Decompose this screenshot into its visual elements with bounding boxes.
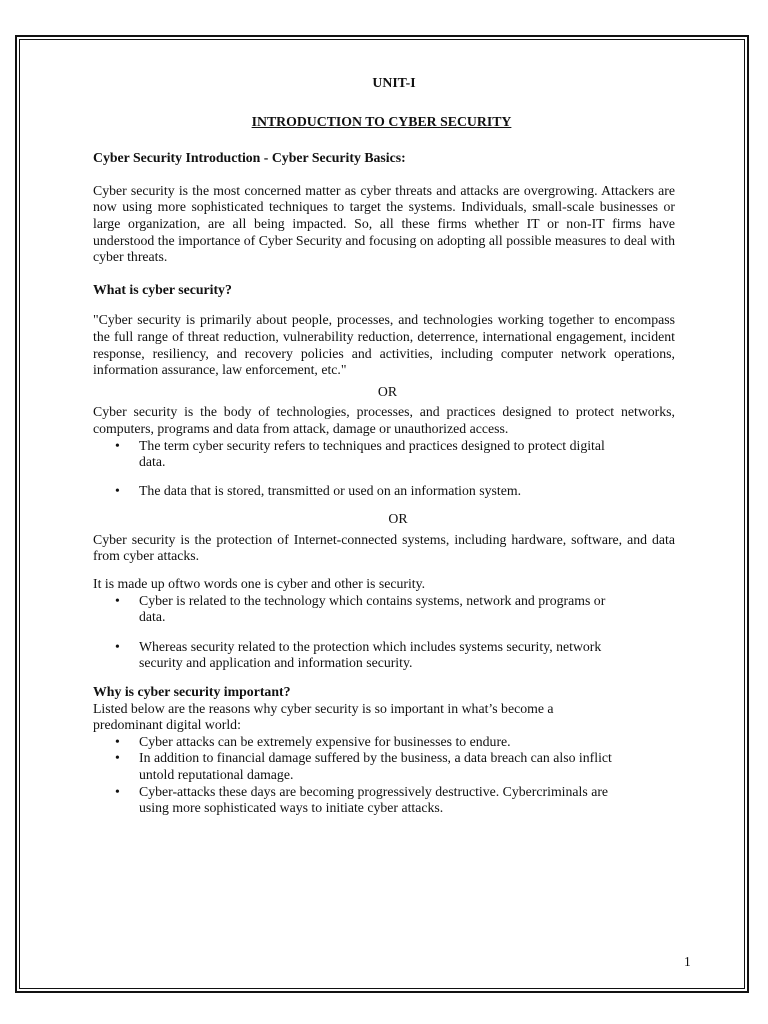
list-item: • Whereas security related to the protection which includes systems security, network security and application and information security. [93,639,626,672]
made-up-paragraph: It is made up oftwo words one is cyber and other is security. [93,576,426,592]
section-heading-why-important: Why is cyber security important? [93,684,291,700]
bullet-list-2 [93,593,675,672]
document-page [93,66,675,817]
page-title: INTRODUCTION TO CYBER SECURITY [251,113,512,129]
definition-paragraph-2: Cyber security is the body of technologies, processes, and practices designed to protect networks, computers, programs and data from attack, damage or unauthorized access. [93,404,675,436]
definition-paragraph-3: Cyber security is the protection of Internet-connected systems, including hardware, software, and data from cyber attacks. [93,531,675,564]
unit-label: UNIT-I [372,75,416,90]
list-item: • The term cyber security refers to techniques and practices designed to protect digital data. [93,438,626,471]
section-heading-basics: Cyber Security Introduction - Cyber Security Basics: [93,150,406,166]
or-separator-1: OR [377,383,398,399]
definition-quote: "Cyber security is primarily about people, processes, and technologies working together to encompass the full range of threat reduction, vulnerability reduction, deterrence, international engagement, incident response, resiliency, and recovery policies and activities, including computer network operations, information assurance, law enforcement, etc." [93,312,675,378]
list-item: • Cyber-attacks these days are becoming progressively destructive. Cybercriminals are using more sophisticated ways to initiate cyber attacks. [93,784,626,817]
page-number: 1 [684,954,691,969]
bullet-list-3 [93,734,675,817]
section-heading-what-is: What is cyber security? [93,281,232,297]
list-item: • Cyber attacks can be extremely expensive for businesses to endure. [93,734,626,751]
list-item: • In addition to financial damage suffered by the business, a data breach can also inflict untold reputational damage. [93,750,626,783]
intro-paragraph: Cyber security is the most concerned matter as cyber threats and attacks are overgrowing. Attackers are now using more sophisticated techniques to target the systems. Individuals, small-scale businesses or large organization, are all being impacted. So, all these firms whether IT or non-IT firms have understood the importance of Cyber Security and focusing on adopting all possible measures to deal with cyber threats. [93,182,675,265]
or-separator-2: OR [388,511,408,527]
list-item: • Cyber is related to the technology which contains systems, network and programs or data. [93,593,626,626]
bullet-list-1 [93,438,675,500]
importance-intro: Listed below are the reasons why cyber security is so important in what’s become a predominant digital world: [93,700,554,733]
list-item: • The data that is stored, transmitted or used on an information system. [93,483,626,500]
